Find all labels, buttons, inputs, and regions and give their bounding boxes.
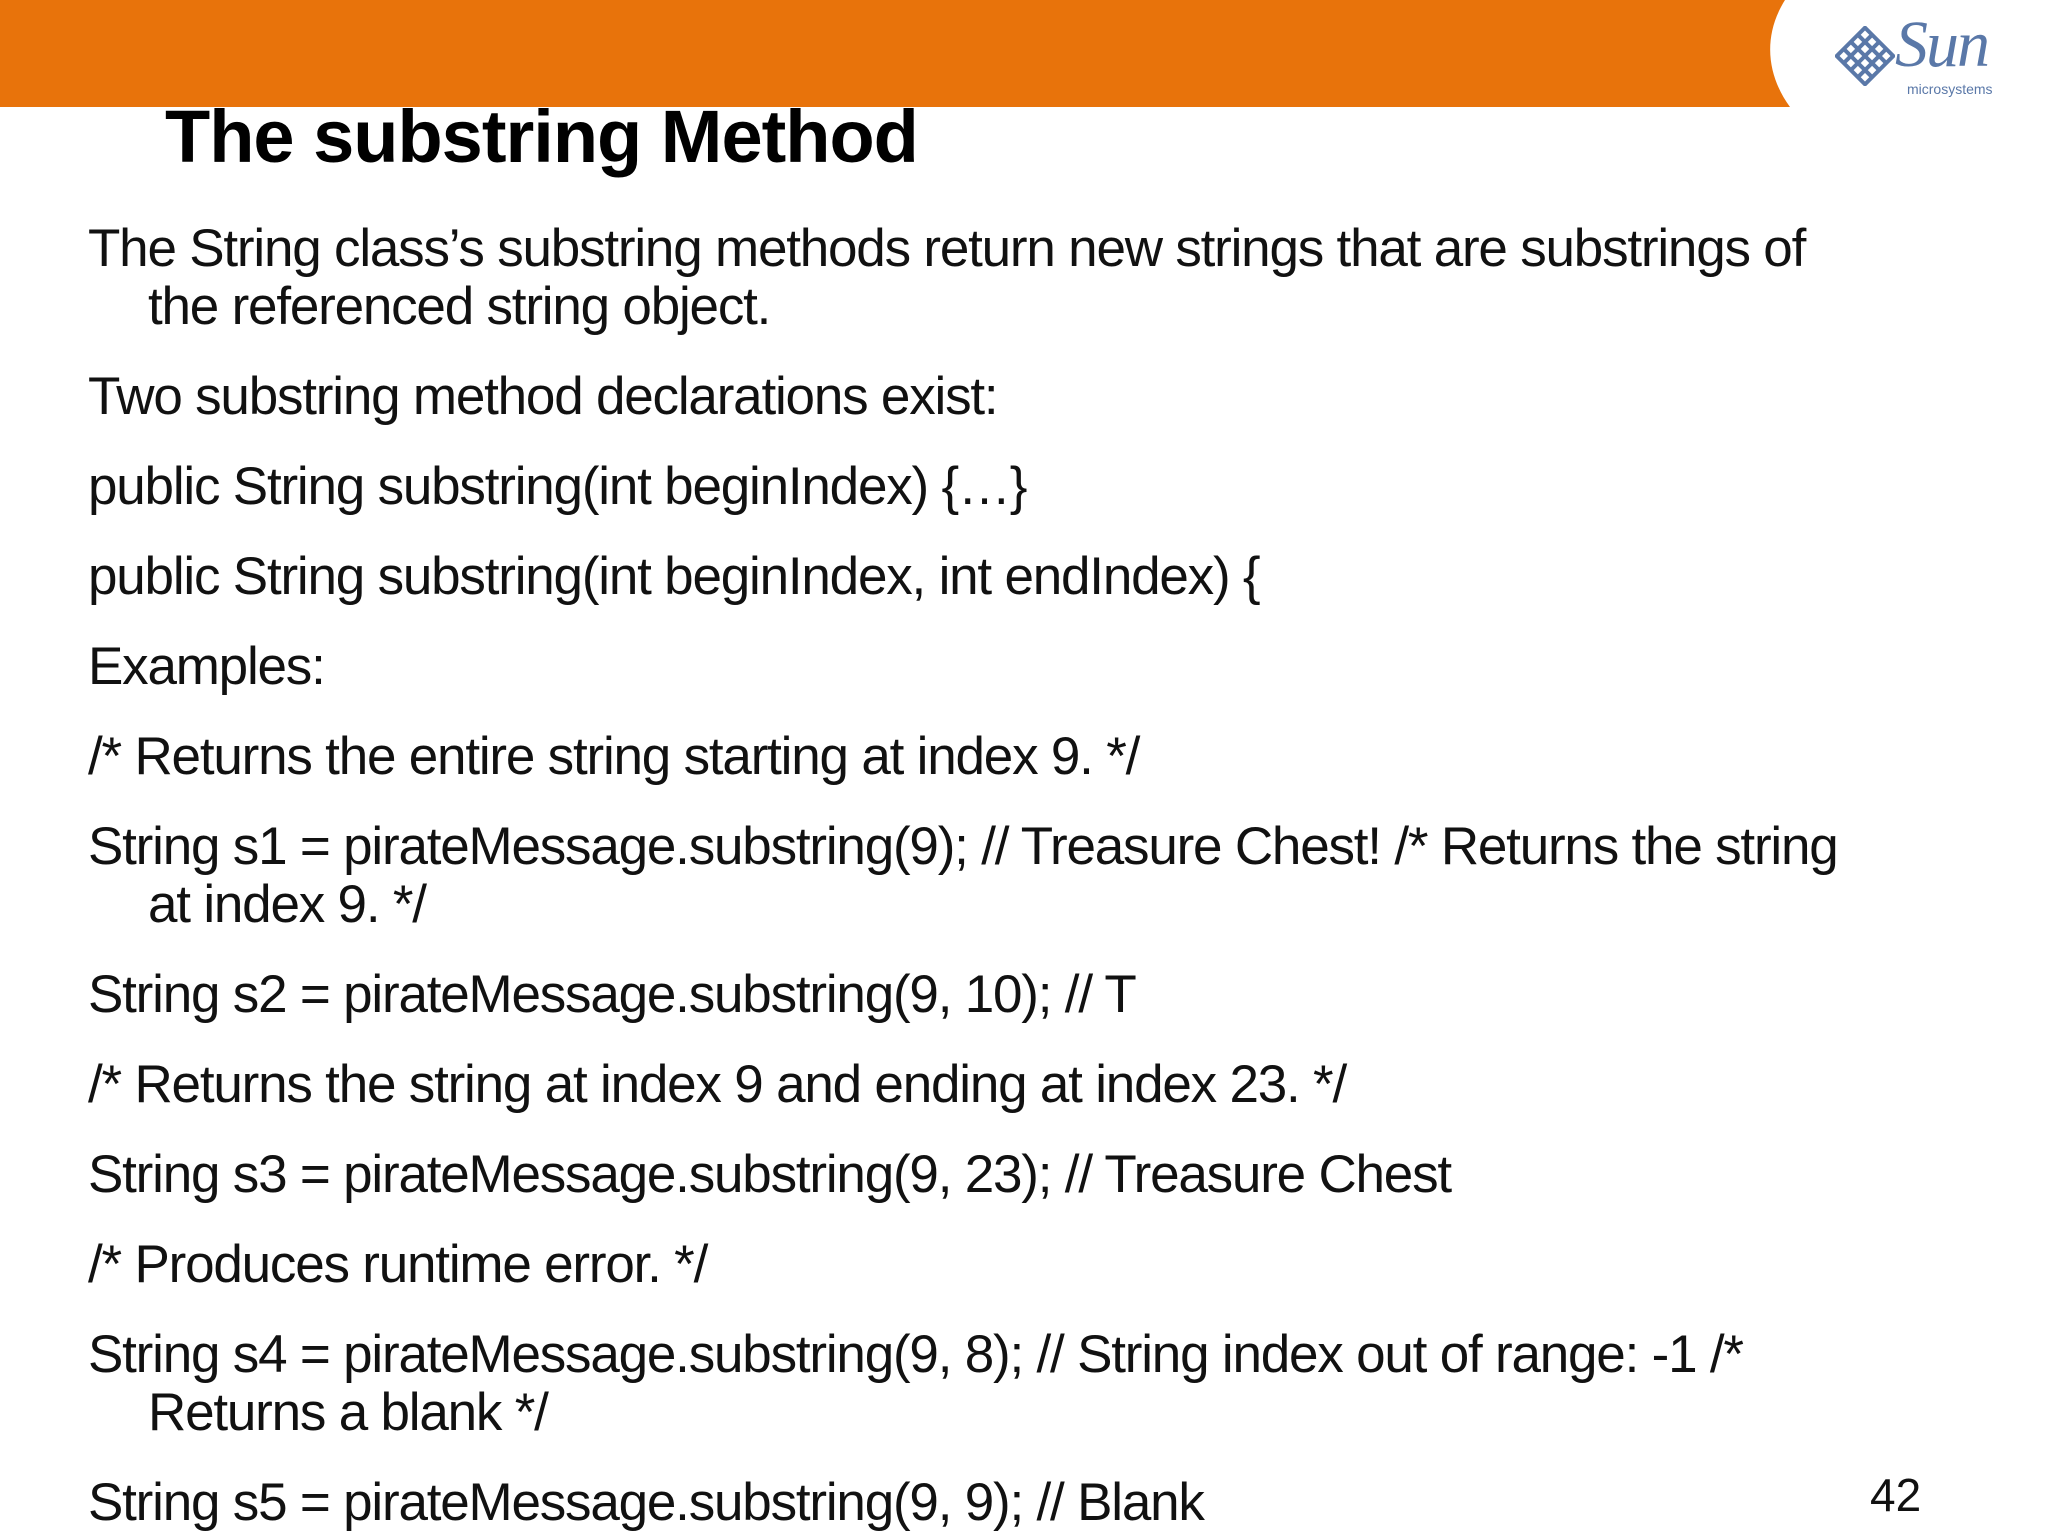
paragraph-declaration-2: public String substring(int beginIndex, int endIndex) {: [88, 547, 1260, 606]
paragraph-intro: The String class’s substring methods return new strings that are substrings of the referenced string object.: [88, 219, 1806, 336]
paragraph-example-s4: String s4 = pirateMessage.substring(9, 8); // String index out of range: -1 /* Returns a blank */: [88, 1325, 1743, 1442]
paragraph-example-s1: String s1 = pirateMessage.substring(9); // Treasure Chest! /* Returns the string at index 9. */: [88, 817, 1838, 934]
paragraph-comment-3: /* Produces runtime error. */: [88, 1235, 708, 1294]
paragraph-comment-1: /* Returns the entire string starting at index 9. */: [88, 727, 1140, 786]
paragraph-example-s5: String s5 = pirateMessage.substring(9, 9); // Blank: [88, 1473, 1204, 1532]
paragraph-comment-2: /* Returns the string at index 9 and ending at index 23. */: [88, 1055, 1347, 1114]
orange-header-band: [0, 0, 2048, 110]
paragraph-examples-heading: Examples:: [88, 637, 325, 696]
slide-title: The substring Method: [165, 95, 918, 178]
sun-diamond-icon: [1835, 26, 1895, 86]
page-number: 42: [1870, 1469, 1922, 1521]
paragraph-example-s3: String s3 = pirateMessage.substring(9, 23); // Treasure Chest: [88, 1145, 1451, 1204]
logo-tagline: microsystems: [1907, 81, 1993, 97]
paragraph-example-s2: String s2 = pirateMessage.substring(9, 10); // T: [88, 965, 1136, 1024]
logo-wordmark: Sun: [1895, 8, 1988, 81]
slide-body: [88, 220, 1888, 1536]
paragraph-declarations-heading: Two substring method declarations exist:: [88, 367, 998, 426]
paragraph-declaration-1: public String substring(int beginIndex) {…}: [88, 457, 1027, 516]
sun-microsystems-logo: [1835, 8, 2015, 98]
